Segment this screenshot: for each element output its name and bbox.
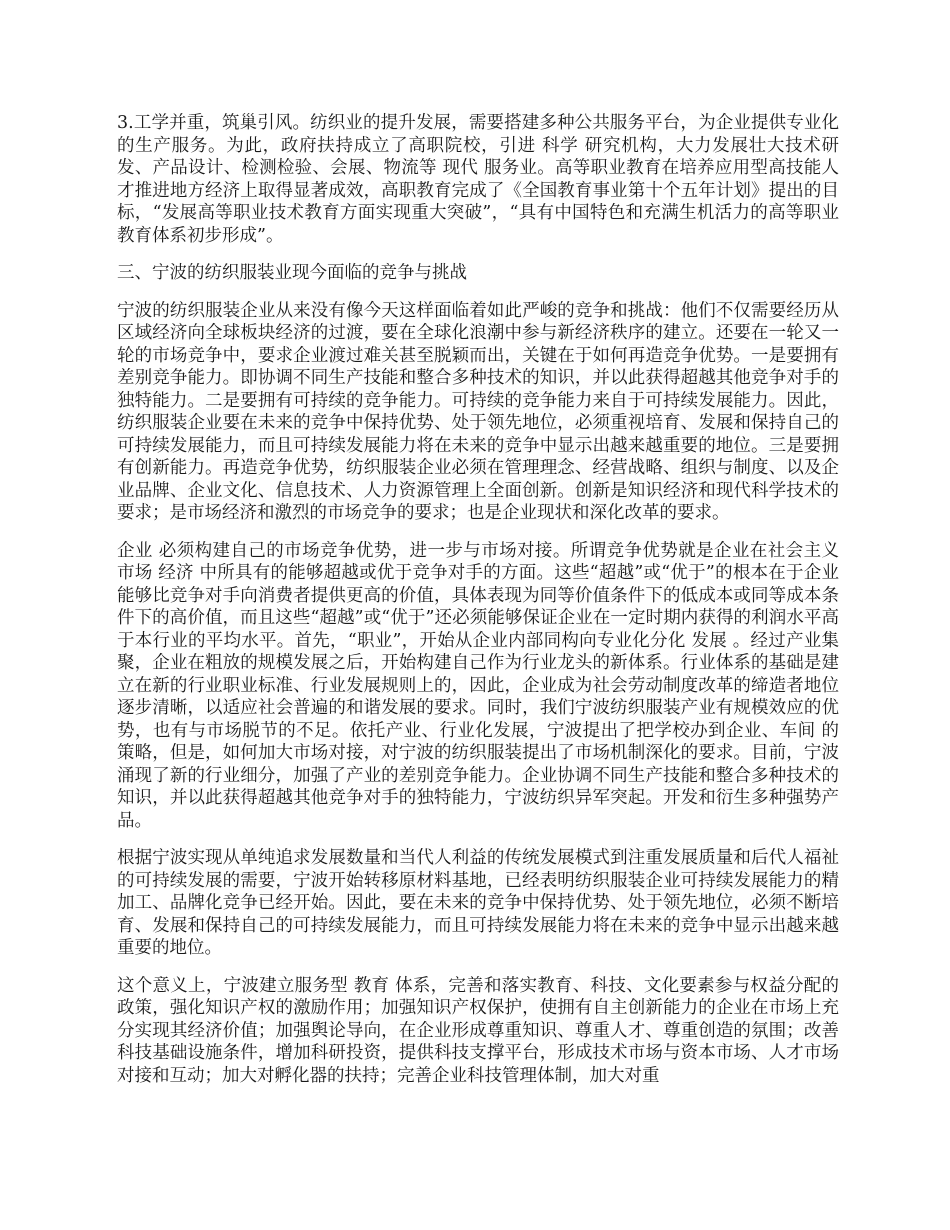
document-body — [117, 112, 839, 1102]
paragraph-challenges: 宁波的纺织服装企业从来没有像今天这样面临着如此严峻的竞争和挑战：他们不仅需要经历从区域经济向全球板块经济的过渡，要在全球化浪潮中参与新经济秩序的建立。还要在一轮又一轮的市场竞争中，要求企业渡过难关甚至脱颖而出，关键在于如何再造竞争优势。一是要拥有差别竞争能力。即协调不同生产技能和整合多种技术的知识，并以此获得超越其他竞争对手的独特能力。二是要拥有可持续的竞争能力。可持续的竞争能力来自于可持续发展能力。因此，纺织服装企业要在未来的竞争中保持优势、处于领先地位，必须重视培育、发展和保持自己的可持续发展能力，而且可持续发展能力将在未来的竞争中显示出越来越重要的地位。三是要拥有创新能力。再造竞争优势，纺织服装企业必须在管理理念、经营战略、组织与制度、以及企业品牌、企业文化、信息技术、人力资源管理上全面创新。创新是知识经济和现代科学技术的要求；是市场经济和激烈的市场竞争的要求；也是企业现状和深化改革的要求。 — [117, 300, 839, 523]
paragraph-competitive-advantage: 企业 必须构建自己的市场竞争优势，进一步与市场对接。所谓竞争优势就是企业在社会主义市场 经济 中所具有的能够超越或优于竞争对手的方面。这些“超越”或“优于”的根本在于企业能够比竞争对手向消费者提供更高的价值，具体表现为同等价值条件下的低成本或同等成本条件下的高价值，而且这些“超越”或“优于”还必须能够保证企业在一定时期内获得的利润水平高于本行业的平均水平。首先，“职业”，开始从企业内部同构向专业化分化 发展 。经过产业集聚，企业在粗放的规模发展之后，开始构建自己作为行业龙头的新体系。行业体系的基础是建立在新的行业职业标准、行业发展规则上的，因此，企业成为社会劳动制度改革的缔造者地位逐步清晰，以适应社会普遍的和谐发展的要求。同时，我们宁波纺织服装产业有规模效应的优势，也有与市场脱节的不足。依托产业、行业化发展，宁波提出了把学校办到企业、车间 的策略，但是，如何加大市场对接，对宁波的纺织服装提出了市场机制深化的要求。目前，宁波涌现了新的行业细分，加强了产业的差别竞争能力。企业协调不同生产技能和整合多种技术的知识，并以此获得超越其他竞争对手的独特能力，宁波纺织异军突起。开发和衍生多种强势产品。 — [117, 540, 839, 831]
section-heading-competition: 三、宁波的纺织服装业现今面临的竞争与挑战 — [117, 263, 467, 283]
paragraph-service-education: 这个意义上，宁波建立服务型 教育 体系，完善和落实教育、科技、文化要素参与权益分配的政策，强化知识产权的激励作用；加强知识产权保护，使拥有自主创新能力的企业在市场上充分实现其经济价值；加强舆论导向，在企业形成尊重知识、尊重人才、尊重创造的氛围；改善科技基础设施条件，增加科研投资，提供科技支撑平台，形成技术市场与资本市场、人才市场对接和互动；加大对孵化器的扶持；完善企业科技管理体制，加大对重 — [117, 975, 839, 1086]
paragraph-talent-policy: 3.工学并重，筑巢引风。纺织业的提升发展，需要搭建多种公共服务平台，为企业提供专业化的生产服务。为此，政府扶持成立了高职院校，引进 科学 研究机构，大力发展壮大技术研发、产品设计、检测检验、会展、物流等 现代 服务业。高等职业教育在培养应用型高技能人才推进地方经济上取得显著成效，高职教育完成了《全国教育事业第十个五年计划》提出的目标，“发展高等职业技术教育方面实现重大突破”，“具有中国特色和充满生机活力的高等职业教育体系初步形成”。 — [117, 113, 839, 246]
paragraph-sustainable-development: 根据宁波实现从单纯追求发展数量和当代人利益的传统发展模式到注重发展质量和后代人福祉的可持续发展的需要，宁波开始转移原材料基地，已经表明纺织服装企业可持续发展能力的精加工、品牌化竞争已经开始。因此，要在未来的竞争中保持优势、处于领先地位，必须不断培育、发展和保持自己的可持续发展能力，而且可持续发展能力将在未来的竞争中显示出越来越重要的地位。 — [117, 848, 839, 958]
